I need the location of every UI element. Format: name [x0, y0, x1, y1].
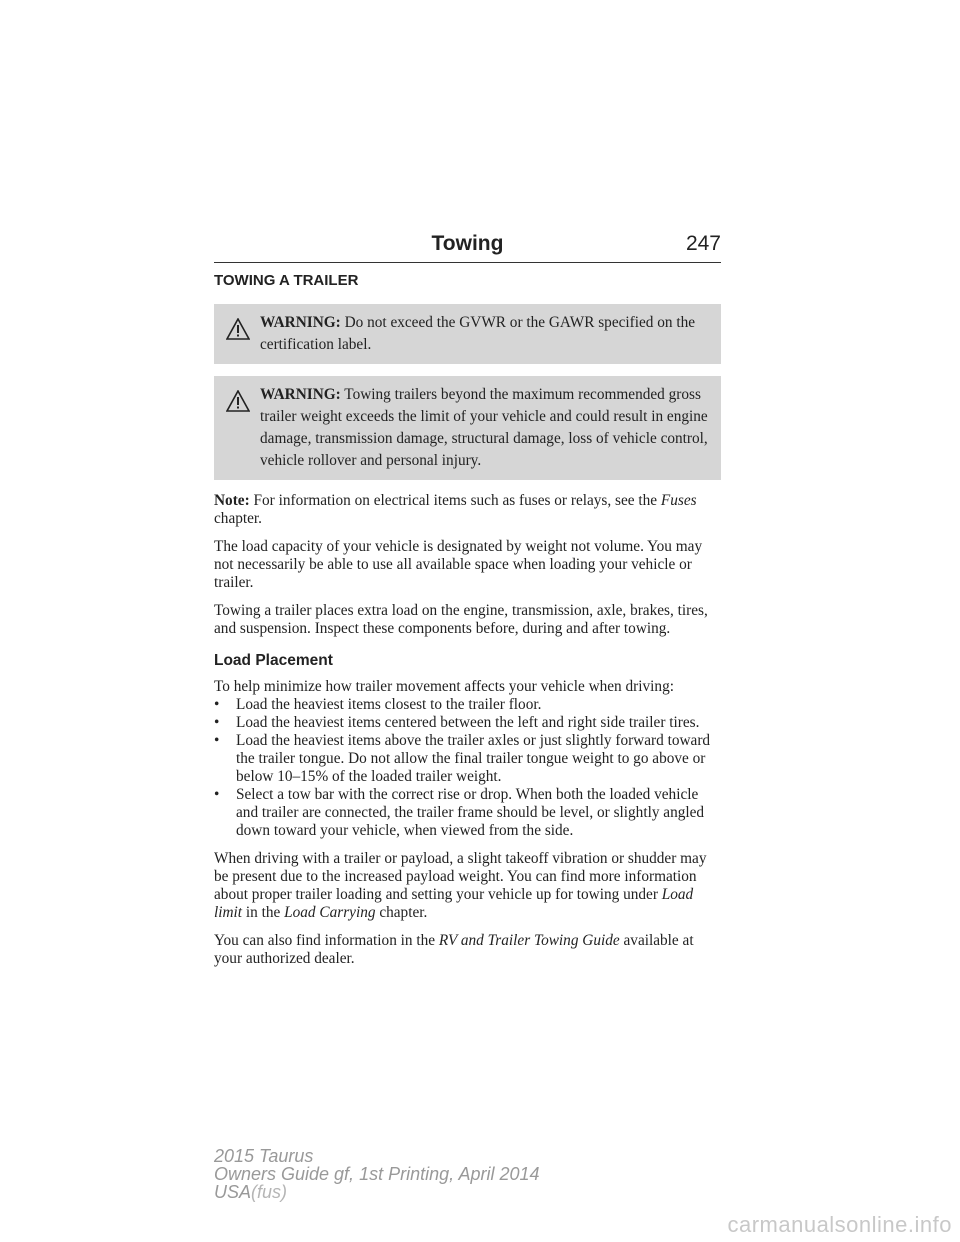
load-placement-intro: To help minimize how trailer movement affects your vehicle when driving:: [214, 678, 674, 695]
page-footer: [214, 1147, 540, 1201]
warning-text: WARNING: Do not exceed the GVWR or the GAWR specified on the certification label.: [260, 314, 696, 353]
load-placement-heading: Load Placement: [214, 652, 333, 669]
page-number: 247: [685, 232, 721, 255]
towing-load-paragraph: Towing a trailer places extra load on the engine, transmission, axle, brakes, tires, and suspension. Inspect these components before, during and after towing.: [214, 602, 708, 637]
warning-triangle-icon: [226, 318, 250, 340]
footer-model: 2015 Taurus: [214, 1146, 314, 1166]
warning-label: WARNING:: [260, 314, 341, 331]
footer-edition: Owners Guide gf, 1st Printing, April 2014: [214, 1164, 540, 1184]
warning-box-2: [214, 376, 721, 480]
warning-box-1: [214, 304, 721, 364]
guide-paragraph: You can also find information in the RV and Trailer Towing Guide available at your authorized dealer.: [214, 932, 694, 967]
page-content: [214, 272, 721, 978]
load-carrying-reference: Load Carrying: [284, 904, 376, 921]
load-placement-list: [214, 696, 721, 840]
footer-market: USA(fus): [214, 1182, 288, 1202]
payload-paragraph: When driving with a trailer or payload, a slight takeoff vibration or shudder may be present due to the increased payload weight. You can find more information about proper trailer loading and setting your vehicle up for towing under Load limit in the Load Carrying chapter.: [214, 850, 707, 921]
bullet-icon: •: [214, 714, 220, 731]
warning-triangle-icon: [226, 390, 250, 412]
bullet-icon: •: [214, 732, 220, 749]
warning-text-lead: WARNING: Towing trailers beyond the maximum recommended gross trailer weight exceeds the limit of your vehicle and could result in engine damage, transmission damage, structural damage, loss of vehicle control, vehicle rollover and personal injury.: [260, 386, 708, 469]
towing-guide-reference: RV and Trailer Towing Guide: [438, 932, 620, 949]
watermark: carmanualsonline.info: [727, 1212, 952, 1237]
bullet-icon: •: [214, 696, 220, 713]
load-capacity-paragraph: The load capacity of your vehicle is designated by weight not volume. You may not necessarily be able to use all available space when loading your vehicle or trailer.: [214, 538, 703, 591]
fuses-reference: Fuses: [660, 492, 697, 509]
page-header: [214, 232, 721, 263]
note-label: Note:: [214, 492, 250, 509]
section-title: TOWING A TRAILER: [214, 272, 359, 289]
chapter-title: Towing: [431, 232, 504, 255]
list-item: • Load the heaviest items closest to the trailer floor.: [214, 696, 542, 713]
list-item: • Load the heaviest items centered between the left and right side trailer tires.: [214, 714, 700, 731]
load-limit-reference: Load limit: [214, 886, 694, 921]
list-item: • Load the heaviest items above the trailer axles or just slightly forward toward the trailer tongue. Do not allow the final trailer tongue weight to go above or below 10–15% of the loaded trailer weight.: [214, 732, 711, 785]
note-paragraph: Note: For information on electrical items such as fuses or relays, see the Fuses chapter.: [214, 492, 697, 527]
warning-label: WARNING:: [260, 386, 341, 403]
list-item: • Select a tow bar with the correct rise or drop. When both the loaded vehicle and trailer are connected, the trailer frame should be level, or slightly angled down toward your vehicle, when viewed from the side.: [214, 786, 705, 839]
bullet-icon: •: [214, 786, 220, 803]
